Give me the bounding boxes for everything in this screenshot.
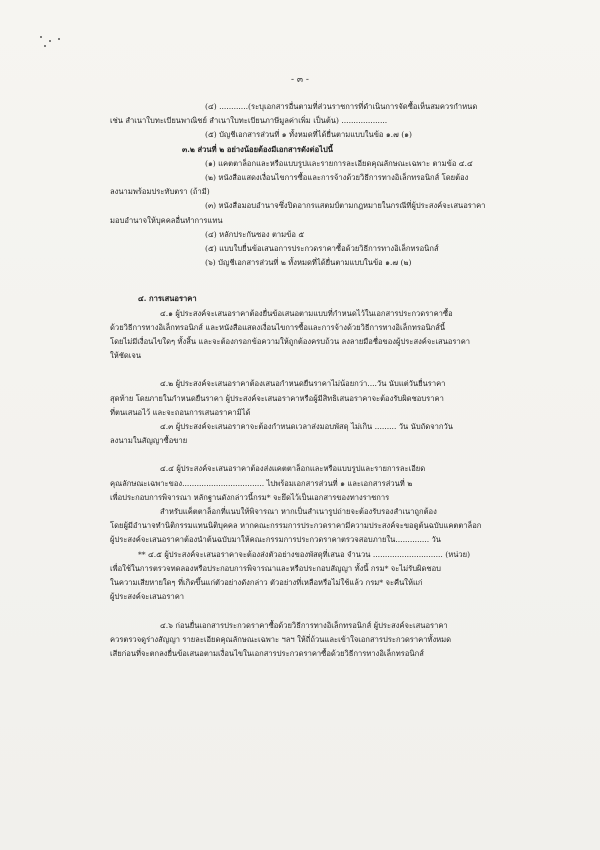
text-line: ผู้ประสงค์จะเสนอราคาต้องนำต้นฉบับมาให้คณะกรรมการประกวดราคาตรวจสอบภายใน.............. วัน [110,535,442,545]
text-line: (๔) ............(ระบุเอกสารอื่นตามที่ส่วนราชการที่ดำเนินการจัดซื้อเห็นสมควรกำหนด [205,102,478,111]
text-line: ๔.๓ ผู้ประสงค์จะเสนอราคาจะต้องกำหนดเวลาส่งมอบพัสดุ ไม่เกิน ......... วัน นับถัดจากวัน [160,422,453,432]
text-line: ๔.๑ ผู้ประสงค์จะเสนอราคาต้องยื่นข้อเสนอตามแบบที่กำหนดไว้ในเอกสารประกวดราคาซื้อ [160,308,453,318]
text-line: (๔) หลักประกันซอง ตามข้อ ๕ [205,229,305,239]
paragraph-gap [110,270,520,292]
text-line: (๑) แคตตาล็อกและหรือแบบรูปและรายการละเอียดคุณลักษณะเฉพาะ ตามข้อ ๔.๔ [205,158,473,168]
text-line: โดยไม่มีเงื่อนไขใดๆ ทั้งสิ้น และจะต้องกรอกข้อความให้ถูกต้องครบถ้วน ลงลายมือชื่อของผู้ประสงค์จะเสนอราคา [110,337,471,347]
text-line: ลงนามพร้อมประทับตรา (ถ้ามี) [110,187,210,197]
text-line: (๒) หนังสือแสดงเงื่อนไขการซื้อและการจ้างด้วยวิธีการทางอิเล็กทรอนิกส์ โดยต้อง [205,173,469,183]
text-line: เช่น สำเนาใบทะเบียนพาณิชย์ สำเนาใบทะเบียนภาษีมูลค่าเพิ่ม เป็นต้น) ................... [110,116,388,126]
text-line: (๕) แบบใบยื่นข้อเสนอการประกวดราคาซื้อด้วยวิธีการทางอิเล็กทรอนิกส์ [205,244,439,254]
paragraph-gap [110,448,520,462]
text-line: ๓.๒ ส่วนที่ ๒ อย่างน้อยต้องมีเอกสารดังต่อไปนี้ [182,144,333,154]
text-line: ๔.๔ ผู้ประสงค์จะเสนอราคาต้องส่งแคตตาล็อกและหรือแบบรูปและรายการละเอียด [160,464,426,474]
text-line: (๖) บัญชีเอกสารส่วนที่ ๒ ทั้งหมดที่ได้ยื่นตามแบบในข้อ ๑.๗ (๒) [205,258,412,268]
text-line: ๔. การเสนอราคา [138,294,197,304]
paragraph-gap [110,363,520,377]
text-line: ๔.๒ ผู้ประสงค์จะเสนอราคาต้องเสนอกำหนดยืนราคาไม่น้อยกว่า....วัน นับแต่วันยื่นราคา [160,379,446,389]
text-line: ๔.๖ ก่อนยื่นเอกสารประกวดราคาซื้อด้วยวิธีการทางอิเล็กทรอนิกส์ ผู้ประสงค์จะเสนอราคา [160,620,448,630]
text-line: สุดท้าย โดยภายในกำหนดยืนราคา ผู้ประสงค์จะเสนอราคาหรือผู้มีสิทธิเสนอราคาจะต้องรับผิดชอบราคา [110,393,444,403]
text-line: คุณลักษณะเฉพาะของ.................................. ไปพร้อมเอกสารส่วนที่ ๑ และเอกสารส่วนที่ ๒ [110,478,413,488]
text-line: ด้วยวิธีการทางอิเล็กทรอนิกส์ และหนังสือแสดงเงื่อนไขการซื้อและการจ้างด้วยวิธีการทางอิเล็กทรอนิกส์นี้ [110,322,446,332]
text-line: ควรตรวจดูร่างสัญญา รายละเอียดคุณลักษณะเฉพาะ ฯลฯ ให้ถี่ถ้วนและเข้าใจเอกสารประกวดราคาทั้งหมด [110,634,452,644]
text-line: ให้ชัดเจน [110,351,142,361]
text-line: ลงนามในสัญญาซื้อขาย [110,436,188,446]
text-line: สำหรับแค็ตตาล็อกที่แนบให้พิจารณา หากเป็นสำเนารูปถ่ายจะต้องรับรองสำเนาถูกต้อง [160,507,437,517]
page-number: - ๓ - [291,75,309,85]
text-line: เพื่อใช้ในการตรวจทดลองหรือประกอบการพิจารณาและหรือประกอบสัญญา ทั้งนี้ กรม* จะไม่รับผิดชอบ [110,563,441,573]
text-line: ** ๔.๕ ผู้ประสงค์จะเสนอราคาจะต้องส่งตัวอย่างของพัสดุที่เสนอ จำนวน ............................. (หน่วย) [138,549,471,559]
text-line: ที่ตนเสนอไว้ และจะถอนการเสนอราคามิได้ [110,407,251,417]
paragraph-gap [110,605,520,619]
text-line: มอบอำนาจให้บุคคลอื่นทำการแทน [110,215,223,225]
text-line: (๓) หนังสือมอบอำนาจซึ่งปิดอากรแสตมป์ตามกฎหมายในกรณีที่ผู้ประสงค์จะเสนอราคา [205,201,486,211]
text-line: โดยผู้มีอำนาจทำนิติกรรมแทนนิติบุคคล หากคณะกรรมการประกวดราคามีความประสงค์จะขอดูต้นฉบับแคตตาล็อก [110,521,482,531]
document-body [110,100,520,661]
text-line: เพื่อประกอบการพิจารณา หลักฐานดังกล่าวนี้กรม* จะยึดไว้เป็นเอกสารของทางราชการ [110,492,390,502]
text-line: เสียก่อนที่จะตกลงยื่นข้อเสนอตามเงื่อนไขในเอกสารประกวดราคาซื้อด้วยวิธีการทางอิเล็กทรอนิกส์ [110,648,424,658]
text-line: ในความเสียหายใดๆ ที่เกิดขึ้นแก่ตัวอย่างดังกล่าว ตัวอย่างที่เหลือหรือไม่ใช้แล้ว กรม* จะคืนให้แก่ [110,578,423,588]
text-line: (๕) บัญชีเอกสารส่วนที่ ๑ ทั้งหมดที่ได้ยื่นตามแบบในข้อ ๑.๗ (๑) [205,130,412,140]
text-line: ผู้ประสงค์จะเสนอราคา [110,592,185,602]
